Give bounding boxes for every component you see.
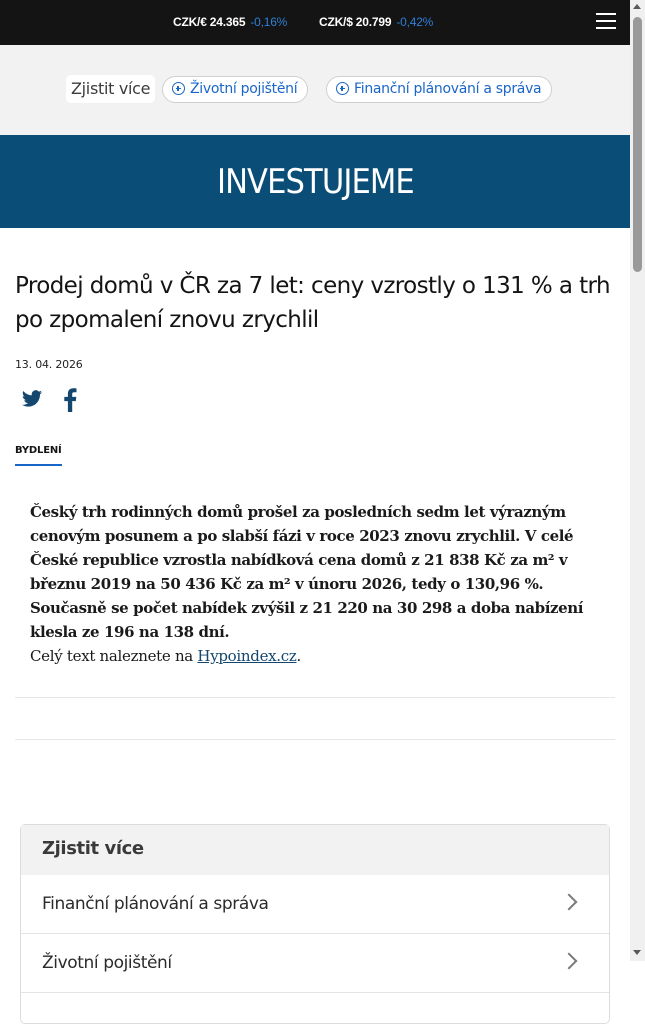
rate-usd-change: -0,42% [396, 15, 434, 29]
article-date: 13. 04. 2026 [15, 358, 83, 371]
chevron-right-icon [561, 953, 578, 970]
rate-eur-value: CZK/€ 24.365 [173, 15, 246, 29]
explore-item-label: Životní pojištění [42, 953, 172, 973]
source-line [30, 647, 301, 665]
scroll-down-arrow-icon[interactable] [633, 950, 641, 955]
source-suffix: . [296, 647, 301, 665]
rate-eur[interactable] [173, 15, 287, 29]
hamburger-menu-icon[interactable] [596, 13, 616, 31]
chevron-right-icon [561, 894, 578, 911]
source-link[interactable]: Hypoindex.cz [197, 647, 297, 665]
plus-circle-icon [172, 82, 185, 95]
chip-financni-planovani[interactable] [326, 76, 552, 103]
explore-item-zivotni-pojisteni[interactable] [21, 934, 609, 993]
explore-item-label: Finanční plánování a správa [42, 894, 269, 914]
twitter-icon[interactable] [21, 388, 43, 410]
social-share [15, 388, 615, 412]
vertical-scrollbar[interactable] [630, 0, 645, 961]
category-tag[interactable]: BYDLENÍ [15, 445, 62, 466]
perex-text: Český trh rodinných domů prošel za posledních sedm let výrazným cenovým posunem a po slabší fázi v roce 2023 znovu zrychlil. V celé České republice vzrostla nabídková cena domů z 21 838 Kč za m² v březnu 2019 na 50 436 Kč za m² v únoru 2026, tedy o 130,96 %. Současně se počet nabídek zvýšil z 21 220 na 30 298 a doba nabízení klesla ze 196 na 138 dní. [30, 503, 584, 641]
brand-logo: INVESTUJEME [216, 161, 414, 202]
scroll-up-arrow-icon[interactable] [633, 4, 641, 9]
brand-banner[interactable] [0, 135, 630, 228]
explore-title: Zjistit více [66, 75, 155, 103]
article-headline: Prodej domů v ČR za 7 let: ceny vzrostly o 131 % a trh po zpomalení znovu zrychlil [15, 273, 610, 333]
facebook-icon[interactable] [63, 388, 77, 412]
rate-usd[interactable] [319, 15, 433, 29]
rate-usd-value: CZK/$ 20.799 [319, 15, 392, 29]
plus-circle-icon [336, 82, 349, 95]
article-perex [15, 500, 615, 668]
rate-eur-change: -0,16% [250, 15, 288, 29]
currency-ticker-bar [0, 0, 630, 45]
explore-bar [0, 45, 630, 135]
explore-item-financni-planovani[interactable] [21, 875, 609, 934]
divider [15, 697, 615, 698]
article [0, 269, 630, 740]
chip-zivotni-pojisteni[interactable] [162, 76, 308, 103]
chip-label: Finanční plánování a správa [354, 81, 542, 97]
explore-box [20, 824, 610, 1024]
scrollbar-thumb[interactable] [633, 17, 642, 272]
chip-label: Životní pojištění [190, 81, 298, 97]
divider [15, 739, 615, 740]
explore-box-title: Zjistit více [21, 825, 609, 875]
source-prefix: Celý text naleznete na [30, 647, 198, 665]
